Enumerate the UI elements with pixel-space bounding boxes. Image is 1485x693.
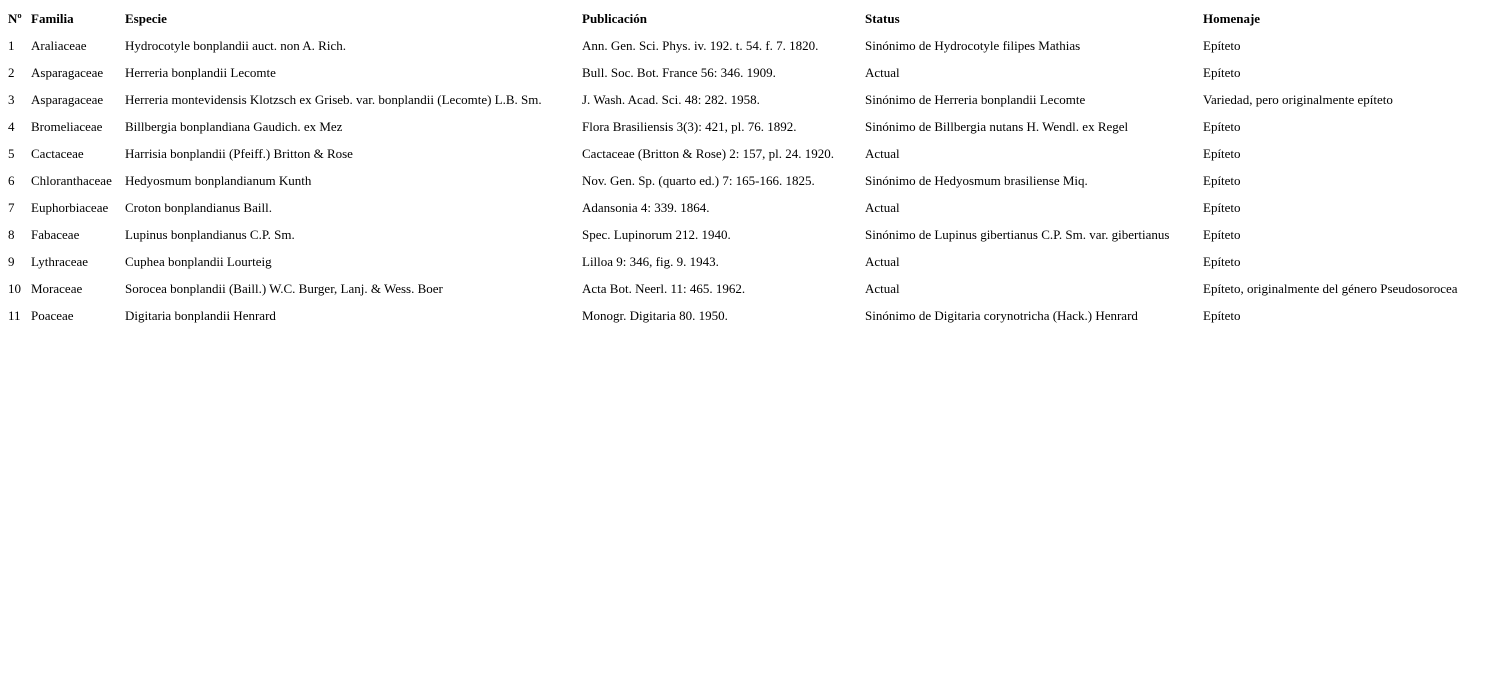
table-row — [5, 140, 1476, 167]
cell-family: Poaceae — [31, 307, 74, 323]
header-number: Nº — [8, 10, 22, 26]
cell-species: Hedyosmum bonplandianum Kunth — [125, 172, 312, 188]
cell-publication: J. Wash. Acad. Sci. 48: 282. 1958. — [582, 91, 760, 107]
cell-publication: Lilloa 9: 346, fig. 9. 1943. — [582, 253, 719, 269]
cell-publication: Ann. Gen. Sci. Phys. iv. 192. t. 54. f. 7. 1820. — [582, 37, 819, 53]
table-row — [5, 32, 1476, 59]
cell-publication: Bull. Soc. Bot. France 56: 346. 1909. — [582, 64, 776, 80]
header-status: Status — [865, 10, 900, 26]
table-row — [5, 167, 1476, 194]
table-row — [5, 248, 1476, 275]
table-row — [5, 194, 1476, 221]
cell-status: Actual — [865, 199, 900, 215]
cell-number: 10 — [8, 280, 21, 296]
cell-species: Cuphea bonplandii Lourteig — [125, 253, 272, 269]
cell-tribute: Epíteto — [1203, 172, 1241, 188]
cell-number: 4 — [8, 118, 15, 134]
cell-tribute: Epíteto — [1203, 118, 1241, 134]
cell-status: Sinónimo de Lupinus gibertianus C.P. Sm. var. gibertianus — [865, 226, 1170, 242]
cell-number: 6 — [8, 172, 15, 188]
cell-status: Sinónimo de Billbergia nutans H. Wendl. ex Regel — [865, 118, 1129, 134]
cell-number: 5 — [8, 145, 15, 161]
cell-publication: Nov. Gen. Sp. (quarto ed.) 7: 165-166. 1825. — [582, 172, 815, 188]
table-body — [5, 32, 1476, 329]
header-family: Familia — [31, 10, 74, 26]
cell-tribute: Epíteto — [1203, 253, 1241, 269]
table-row — [5, 302, 1476, 329]
cell-status: Sinónimo de Digitaria corynotricha (Hack.) Henrard — [865, 307, 1138, 323]
cell-tribute: Epíteto — [1203, 37, 1241, 53]
table-row — [5, 86, 1476, 113]
cell-publication: Monogr. Digitaria 80. 1950. — [582, 307, 728, 323]
cell-family: Chloranthaceae — [31, 172, 112, 188]
cell-family: Lythraceae — [31, 253, 89, 269]
cell-number: 1 — [8, 37, 15, 53]
cell-publication: Cactaceae (Britton & Rose) 2: 157, pl. 24. 1920. — [582, 145, 835, 161]
cell-status: Actual — [865, 280, 900, 296]
cell-number: 2 — [8, 64, 15, 80]
cell-family: Cactaceae — [31, 145, 84, 161]
cell-species: Herreria montevidensis Klotzsch ex Griseb. var. bonplandii (Lecomte) L.B. Sm. — [125, 91, 542, 107]
species-table — [5, 5, 1476, 329]
cell-species: Digitaria bonplandii Henrard — [125, 307, 276, 323]
header-species: Especie — [125, 10, 167, 26]
cell-family: Asparagaceae — [31, 64, 104, 80]
cell-species: Croton bonplandianus Baill. — [125, 199, 272, 215]
cell-number: 9 — [8, 253, 15, 269]
cell-status: Sinónimo de Hedyosmum brasiliense Miq. — [865, 172, 1088, 188]
cell-tribute: Epíteto — [1203, 64, 1241, 80]
table-row — [5, 59, 1476, 86]
cell-number: 3 — [8, 91, 15, 107]
cell-number: 8 — [8, 226, 15, 242]
cell-species: Sorocea bonplandii (Baill.) W.C. Burger, Lanj. & Wess. Boer — [125, 280, 443, 296]
table-row — [5, 275, 1476, 302]
table-header-row — [5, 5, 1476, 32]
cell-tribute: Variedad, pero originalmente epíteto — [1203, 91, 1393, 107]
cell-tribute: Epíteto — [1203, 199, 1241, 215]
header-publication: Publicación — [582, 10, 648, 26]
cell-publication: Adansonia 4: 339. 1864. — [582, 199, 710, 215]
cell-tribute: Epíteto — [1203, 145, 1241, 161]
cell-species: Herreria bonplandii Lecomte — [125, 64, 276, 80]
cell-publication: Acta Bot. Neerl. 11: 465. 1962. — [582, 280, 746, 296]
table-row — [5, 221, 1476, 248]
table-row — [5, 113, 1476, 140]
cell-species: Harrisia bonplandii (Pfeiff.) Britton & Rose — [125, 145, 353, 161]
cell-status: Actual — [865, 145, 900, 161]
cell-tribute: Epíteto — [1203, 307, 1241, 323]
cell-family: Bromeliaceae — [31, 118, 103, 134]
cell-species: Hydrocotyle bonplandii auct. non A. Rich. — [125, 37, 346, 53]
cell-status: Sinónimo de Herreria bonplandii Lecomte — [865, 91, 1086, 107]
header-tribute: Homenaje — [1203, 10, 1261, 26]
cell-family: Araliaceae — [31, 37, 87, 53]
cell-family: Fabaceae — [31, 226, 80, 242]
cell-species: Lupinus bonplandianus C.P. Sm. — [125, 226, 295, 242]
cell-tribute: Epíteto — [1203, 226, 1241, 242]
cell-publication: Spec. Lupinorum 212. 1940. — [582, 226, 731, 242]
cell-status: Sinónimo de Hydrocotyle filipes Mathias — [865, 37, 1081, 53]
cell-publication: Flora Brasiliensis 3(3): 421, pl. 76. 1892. — [582, 118, 797, 134]
cell-number: 7 — [8, 199, 15, 215]
cell-species: Billbergia bonplandiana Gaudich. ex Mez — [125, 118, 343, 134]
cell-family: Moraceae — [31, 280, 83, 296]
cell-status: Actual — [865, 64, 900, 80]
cell-status: Actual — [865, 253, 900, 269]
cell-family: Euphorbiaceae — [31, 199, 109, 215]
cell-tribute: Epíteto, originalmente del género Pseudosorocea — [1203, 280, 1458, 296]
cell-number: 11 — [8, 307, 21, 323]
cell-family: Asparagaceae — [31, 91, 104, 107]
